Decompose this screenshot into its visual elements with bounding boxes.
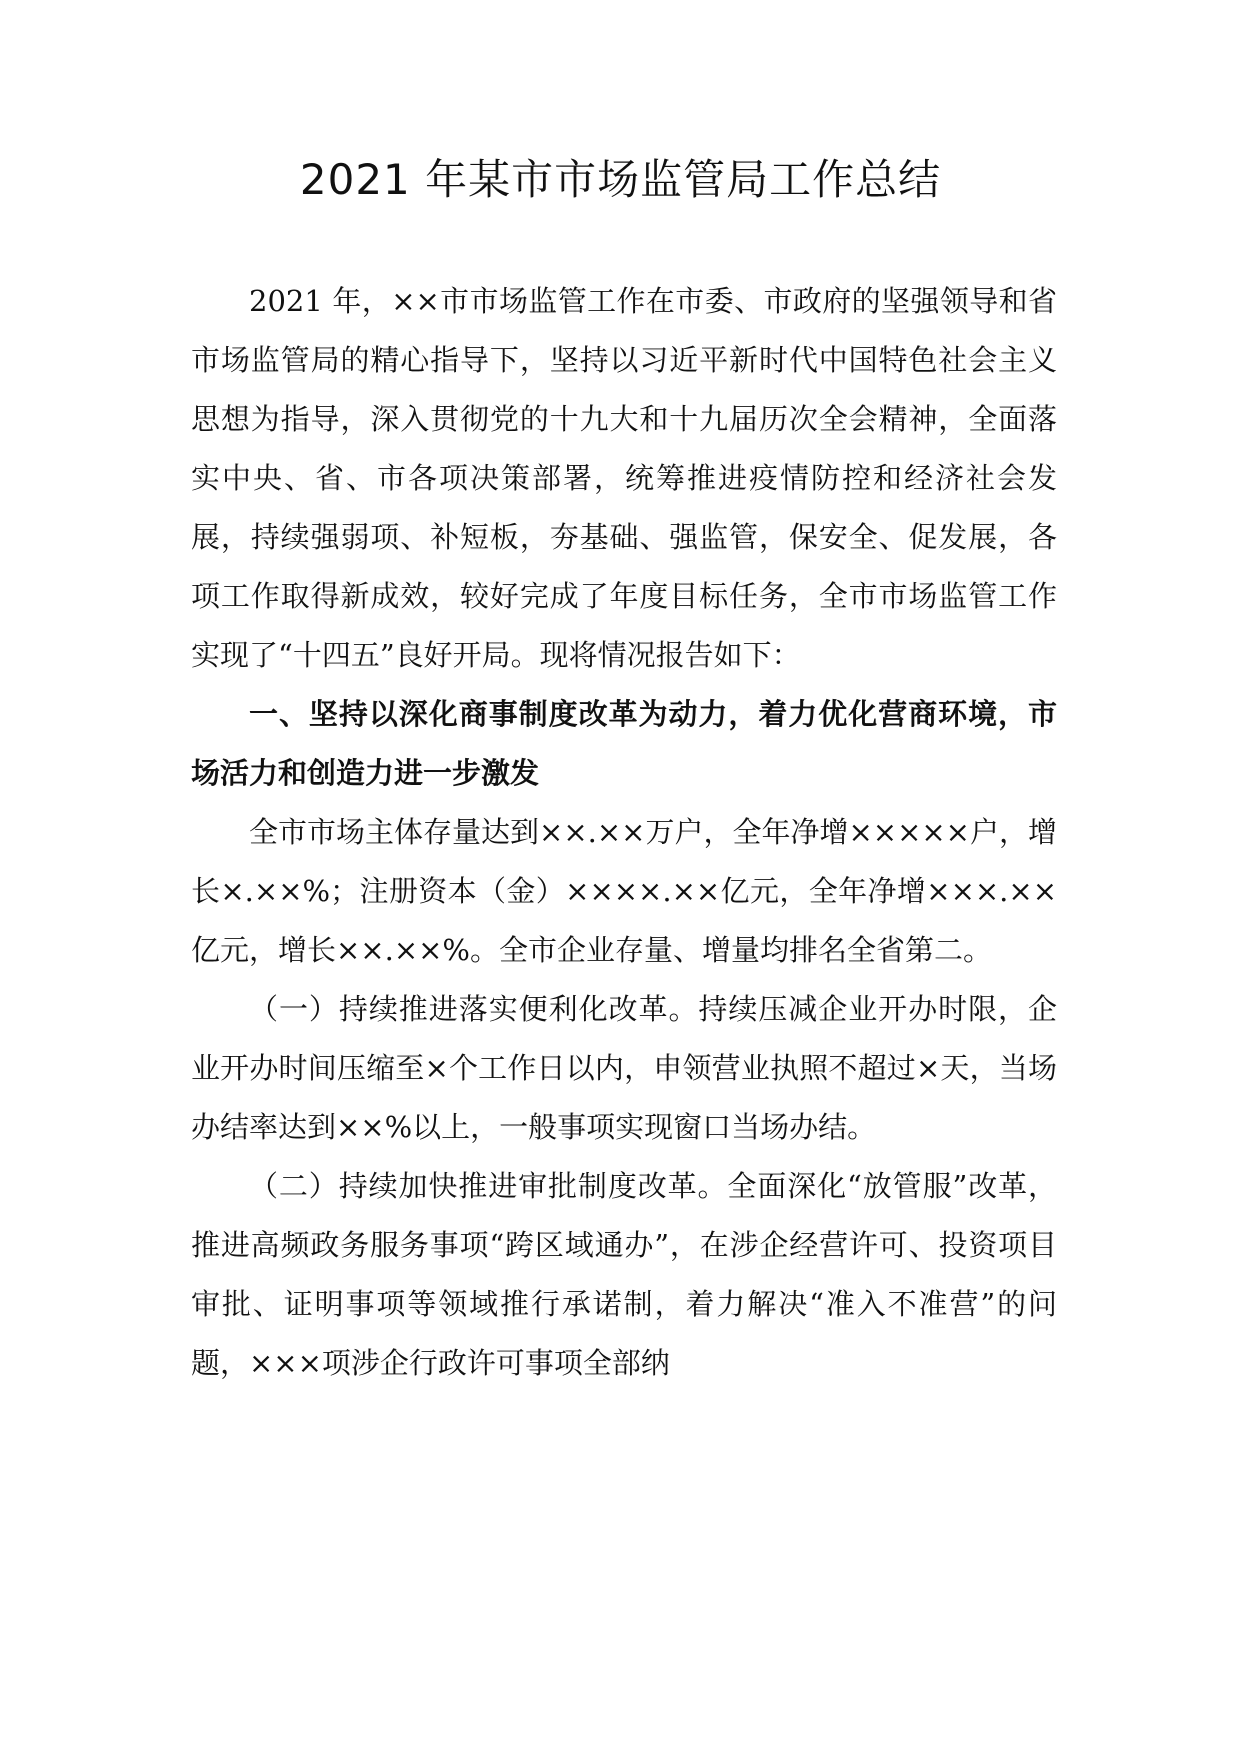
section-1-summary-paragraph: 全市市场主体存量达到××.××万户，全年净增×××××户，增长×.××%；注册资本（金）××××.××亿元，全年净增×××.××亿元，增长××.××%。全市企业存量、增量均排名全省第二。 (191, 815, 1057, 967)
section-heading-1: 一、坚持以深化商事制度改革为动力，着力优化营商环境，市场活力和创造力进一步激发 (191, 697, 1057, 790)
document-title: 2021 年某市市场监管局工作总结 (299, 155, 942, 204)
document-body (191, 272, 1057, 1393)
intro-paragraph: 2021 年，××市市场监管工作在市委、市政府的坚强领导和省市场监管局的精心指导下，坚持以习近平新时代中国特色社会主义思想为指导，深入贯彻党的十九大和十九届历次全会精神，全面落实中央、省、市各项决策部署，统筹推进疫情防控和经济社会发展，持续强弱项、补短板，夯基础、强监管，保安全、促发展，各项工作取得新成效，较好完成了年度目标任务，全市市场监管工作实现了“十四五”良好开局。现将情况报告如下： (191, 284, 1057, 672)
subsection-2-paragraph: （二）持续加快推进审批制度改革。全面深化“放管服”改革，推进高频政务服务事项“跨区域通办”，在涉企经营许可、投资项目审批、证明事项等领域推行承诺制，着力解决“准入不准营”的问题，×××项涉企行政许可事项全部纳 (191, 1169, 1057, 1380)
subsection-1-paragraph: （一）持续推进落实便利化改革。持续压减企业开办时限，企业开办时间压缩至×个工作日以内，申领营业执照不超过×天，当场办结率达到××%以上，一般事项实现窗口当场办结。 (191, 992, 1057, 1144)
